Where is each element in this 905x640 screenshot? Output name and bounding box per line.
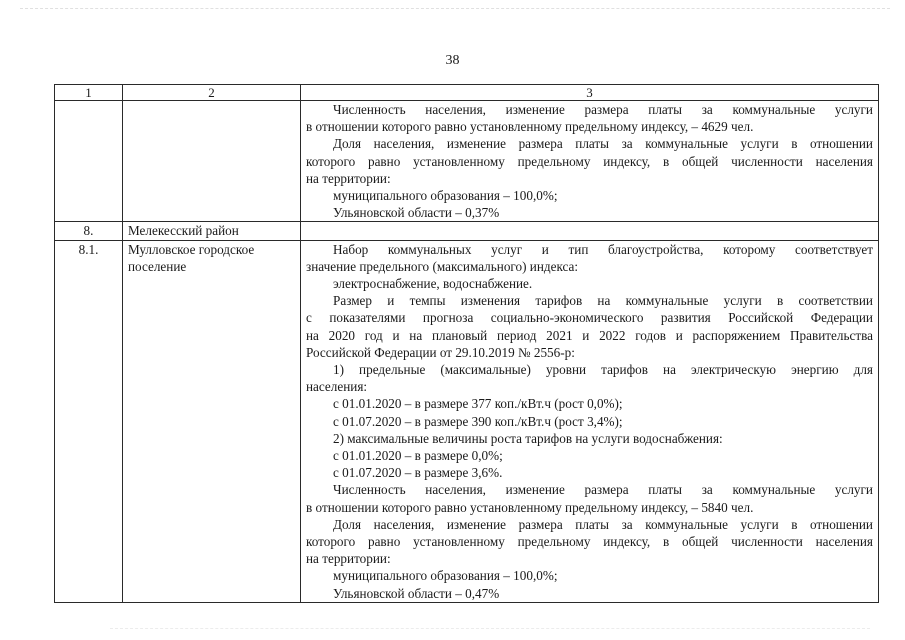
text-line: на территории: <box>306 170 391 186</box>
text-line: Размер и темпы изменения тарифов на коммунальные услуги в соответствии <box>333 293 873 309</box>
text-line: Численность населения, изменение размера платы за коммунальные услуги <box>333 102 873 117</box>
continuation-lines <box>306 101 873 221</box>
subsection-number: 8.1. <box>55 240 123 602</box>
section-number: 8. <box>55 222 123 240</box>
scan-artifact-top <box>20 8 890 11</box>
text-line: Набор коммунальных услуг и тип благоустройства, которому соответствует <box>333 241 873 257</box>
text-line: с 01.01.2020 – в размере 0,0%; <box>333 448 503 464</box>
continuation-name-cell <box>123 101 301 222</box>
text-line: на 2020 год и на плановый период 2021 и 2022 годов и распоряжением Правительства <box>306 327 873 343</box>
text-line: Ульяновской области – 0,37% <box>333 205 500 221</box>
header-col-3: 3 <box>301 85 879 101</box>
header-col-1: 1 <box>55 85 123 101</box>
subsection-name: Мулловское городское поселение <box>123 240 301 602</box>
section-name: Мелекесский район <box>123 222 301 240</box>
subsection-lines <box>306 241 873 602</box>
text-line: Ульяновской области – 0,47% <box>333 585 500 601</box>
table-row-continuation <box>55 101 879 222</box>
continuation-text-cell <box>301 101 879 222</box>
text-line: населения: <box>306 379 368 395</box>
text-line: муниципального образования – 100,0%; <box>333 188 558 204</box>
table-row-section <box>55 222 879 240</box>
text-line: Доля населения, изменение размера платы за коммунальные услуги в отношении <box>333 136 873 152</box>
text-line: муниципального образования – 100,0%; <box>333 568 558 584</box>
text-line: 1) предельные (максимальные) уровни тарифов на электрическую энергию для <box>333 362 873 378</box>
document-table <box>54 84 879 603</box>
text-line: Российской Федерации от 29.10.2019 № 2556-р: <box>306 344 575 360</box>
text-line: значение предельного (максимального) индекса: <box>306 258 579 274</box>
header-col-2: 2 <box>123 85 301 101</box>
text-line: с 01.07.2020 – в размере 390 коп./кВт.ч (рост 3,4%); <box>333 413 623 429</box>
text-line: электроснабжение, водоснабжение. <box>333 276 533 292</box>
text-line: на территории: <box>306 551 391 567</box>
page-number: 38 <box>445 53 460 68</box>
table-row-subsection <box>55 240 879 602</box>
text-line: Доля населения, изменение размера платы за коммунальные услуги в отношении <box>333 516 873 532</box>
section-text-cell <box>301 222 879 240</box>
continuation-number-cell <box>55 101 123 222</box>
text-line: которого равно установленному предельному индексу, в общей численности населения <box>306 534 873 550</box>
subsection-text-cell <box>301 240 879 602</box>
text-line: в отношении которого равно установленному предельному индексу, – 5840 чел. <box>306 499 754 515</box>
text-line: с 01.07.2020 – в размере 3,6%. <box>333 465 503 481</box>
text-line: Численность населения, изменение размера платы за коммунальные услуги <box>333 482 873 498</box>
scan-artifact-bottom <box>110 628 870 631</box>
text-line: с 01.01.2020 – в размере 377 коп./кВт.ч (рост 0,0%); <box>333 396 623 412</box>
text-line: 2) максимальные величины роста тарифов на услуги водоснабжения: <box>333 430 723 446</box>
text-line: которого равно установленному предельному индексу, в общей численности населения <box>306 153 873 169</box>
text-line: в отношении которого равно установленному предельному индексу, – 4629 чел. <box>306 119 754 135</box>
text-line: с показателями прогноза социально-экономического развития Российской Федерации <box>306 310 873 326</box>
table-header-row <box>55 85 879 101</box>
